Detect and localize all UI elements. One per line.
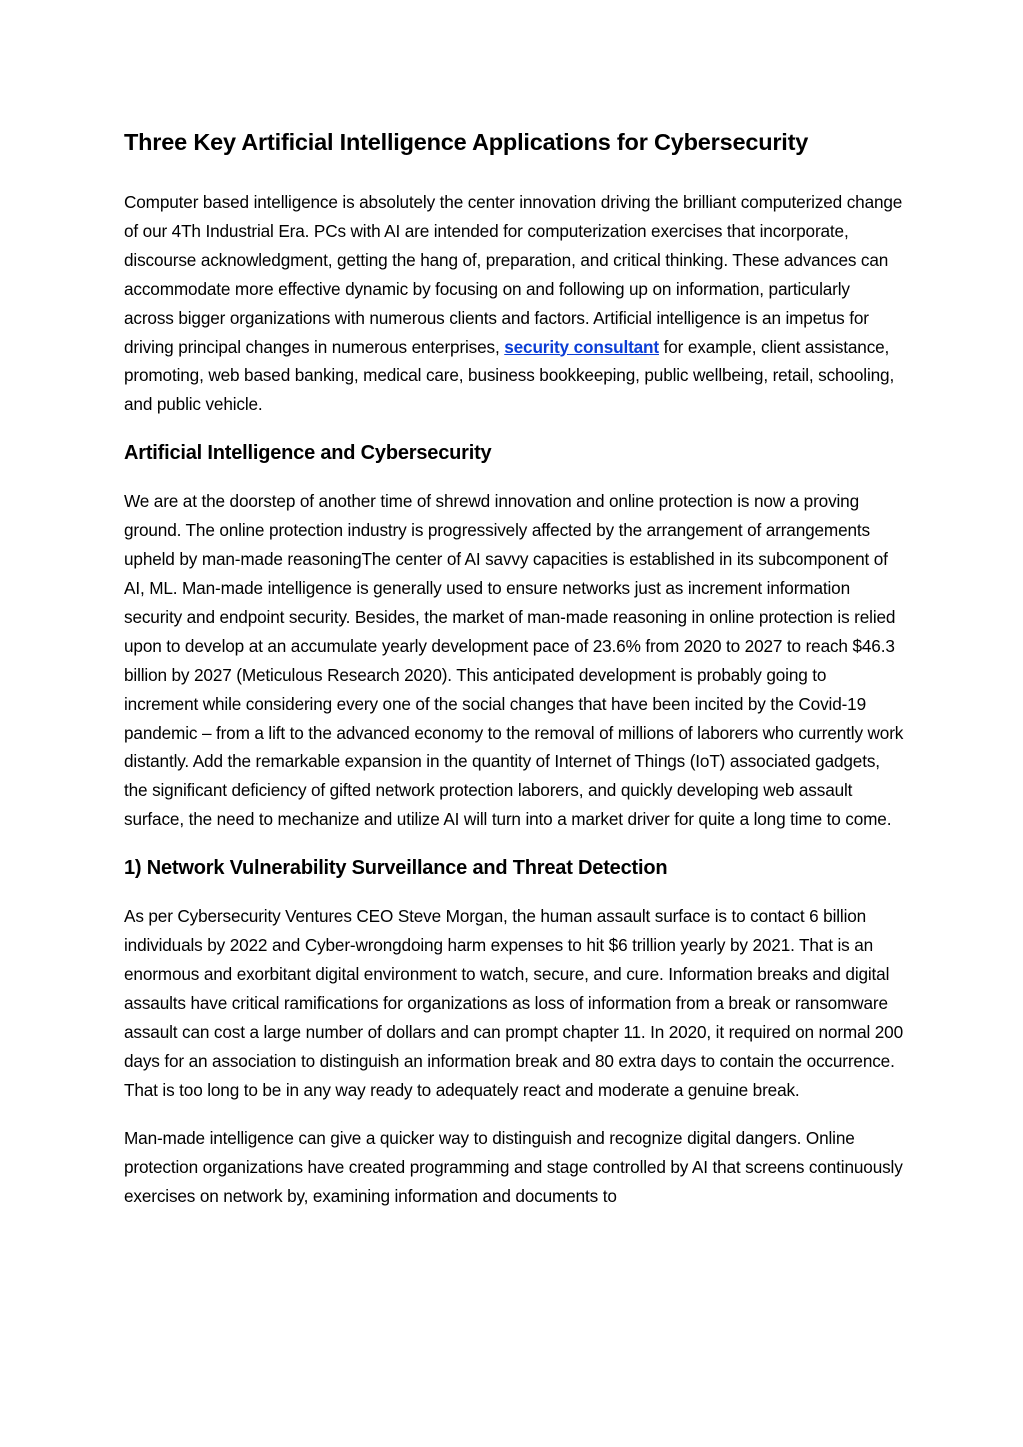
section-network-vulnerability-paragraph-1: As per Cybersecurity Ventures CEO Steve Morgan, the human assault surface is to contact 6 billion individuals by 2022 and Cyber-wrongdoing harm expenses to hit $6 trillion yearly by 2021. That is an enormous and exorbitant digital environment to watch, secure, and cure. Information breaks and digital assaults have critical ramifications for organizations as loss of information from a break or ransomware assault can cost a large number of dollars and can prompt chapter 11. In 2020, it required on normal 200 days for an association to distinguish an information break and 80 extra days to contain the occurrence. That is too long to be in any way ready to adequately react and moderate a genuine break.: [124, 906, 903, 1100]
security-consultant-link[interactable]: security consultant: [504, 336, 659, 357]
section-heading-ai-cybersecurity: Artificial Intelligence and Cybersecurity: [124, 442, 492, 465]
section-ai-cybersecurity-paragraph: We are at the doorstep of another time of shrewd innovation and online protection is now a proving ground. The online protection industry is progressively affected by the arrangement of arrangements upheld by man-made reasoningThe center of AI savvy capacities is established in its subcomponent of AI, ML. Man-made intelligence is generally used to ensure networks just as increment information security and endpoint security. Besides, the market of man-made reasoning in online protection is relied upon to develop at an accumulate yearly development pace of 23.6% from 2020 to 2027 to reach $46.3 billion by 2027 (Meticulous Research 2020). This anticipated development is probably going to increment while considering every one of the social changes that have been incited by the Covid-19 pandemic – from a lift to the advanced economy to the removal of millions of laborers who currently work distantly. Add the remarkable expansion in the quantity of Internet of Things (IoT) associated gadgets, the significant deficiency of gifted network protection laborers, and quickly developing web assault surface, the need to mechanize and utilize AI will turn into a market driver for quite a long time to come.: [124, 491, 904, 830]
intro-text-after-link: for example, client assistance, promoting, web based banking, medical care, business bookkeeping, public wellbeing, retail, schooling, and public vehicle.: [124, 336, 895, 415]
intro-text-before-link: Computer based intelligence is absolutely the center innovation driving the brilliant computerized change of our 4Th Industrial Era. PCs with AI are intended for computerization exercises that incorporate, discourse acknowledgment, getting the hang of, preparation, and critical thinking. These advances can accommodate more effective dynamic by focusing on and following up on information, particularly across bigger organizations with numerous clients and factors. Artificial intelligence is an impetus for driving principal changes in numerous enterprises,: [124, 192, 903, 357]
section-heading-network-vulnerability: 1) Network Vulnerability Surveillance and Threat Detection: [124, 857, 668, 880]
intro-paragraph: [124, 188, 904, 419]
document-title: Three Key Artificial Intelligence Applications for Cybersecurity: [124, 129, 809, 155]
document-page: [124, 126, 904, 1231]
section-network-vulnerability-paragraph-2: Man-made intelligence can give a quicker way to distinguish and recognize digital dangers. Online protection organizations have created programming and stage controlled by AI that screens continuously exercises on network by, examining information and documents to: [124, 1128, 903, 1207]
